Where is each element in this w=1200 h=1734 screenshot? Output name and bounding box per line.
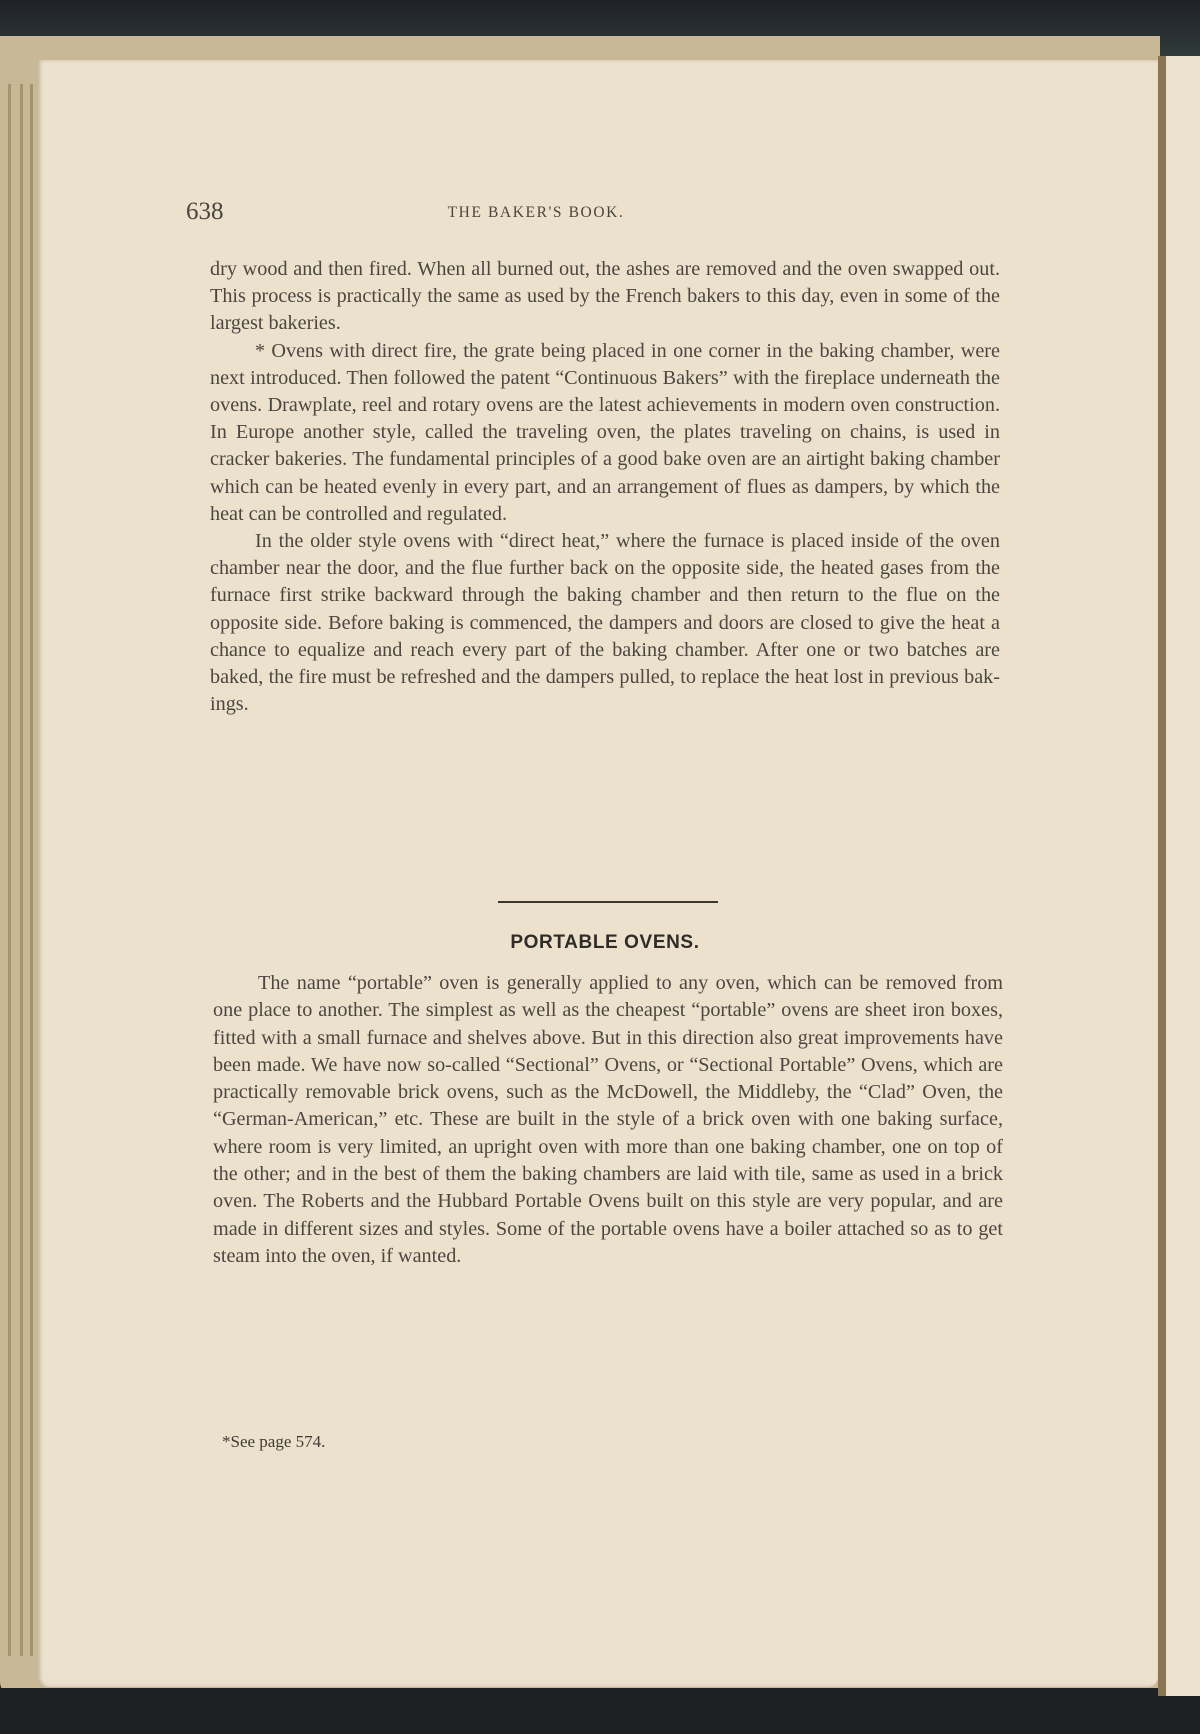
page-header: [186, 198, 916, 228]
section-text: [213, 970, 1003, 1270]
facing-page-edge: [1166, 56, 1200, 1696]
paragraph: dry wood and then fired. When all burned out, the ashes are removed and the oven swapped out. This process is practically the same as used by the French bakers to this day, even in some of the largest bakeries.: [210, 258, 1000, 335]
footnote: *See page 574.: [222, 1432, 326, 1451]
book-gutter: [1158, 56, 1166, 1696]
page-edge-line: [8, 84, 11, 1656]
paragraph: In the older style ovens with “direct heat,” where the furnace is placed inside of the oven chamber near the door, and the flue further back on the opposite side, the heated gases from the furnace first strike backward through the baking chamber and then return to the flue on the opposite side. Before baking is commenced, the dampers and doors are closed to give the heat a chance to equalize and reach every part of the baking chamber. After one or two batches are baked, the fire must be refreshed and the dampers pulled, to replace the heat lost in previous bakings.: [210, 530, 1000, 716]
book-cover-bottom: [0, 1688, 1200, 1734]
page-number: 638: [186, 198, 224, 225]
page-edge-line: [30, 84, 33, 1656]
body-text: [210, 256, 1000, 718]
paragraph: The name “portable” oven is generally applied to any oven, which can be removed from one place to another. The simplest as well as the cheapest “portable” ovens are sheet iron boxes, fitted with a small furnace and shelves above. But in this direction also great improvements have been made. We have now so-called “Sectional” Ovens, or “Sectional Portable” Ovens, which are practically removable brick ovens, such as the McDowell, the Middleby, the “Clad” Oven, the “German-American,” etc. These are built in the style of a brick oven with one baking surface, where room is very limited, an upright oven with more than one baking chamber, one on top of the other; and in the best of them the baking chambers are laid with tile, same as used in a brick oven. The Roberts and the Hubbard Portable Ovens built on this style are very popular, and are made in different sizes and styles. Some of the portable ovens have a boiler attached so as to get steam into the oven, if wanted.: [213, 972, 1003, 1267]
paragraph: * Ovens with direct fire, the grate being placed in one corner in the baking chamber, were next introduced. Then followed the patent “Continuous Bakers” with the fireplace underneath the ovens. Drawplate, reel and rotary ovens are the latest achievements in modern oven construction. In Europe another style, called the traveling oven, the plates traveling on chains, is used in cracker bakeries. The fundamental principles of a good bake oven are an airtight baking chamber which can be heated evenly in every part, and an arrangement of flues as dampers, by which the heat can be controlled and regulated.: [210, 339, 1000, 525]
section-divider: [498, 901, 718, 903]
page-edge-line: [20, 84, 23, 1656]
running-title: THE BAKER'S BOOK.: [447, 204, 625, 221]
section-heading: PORTABLE OVENS.: [510, 932, 700, 953]
